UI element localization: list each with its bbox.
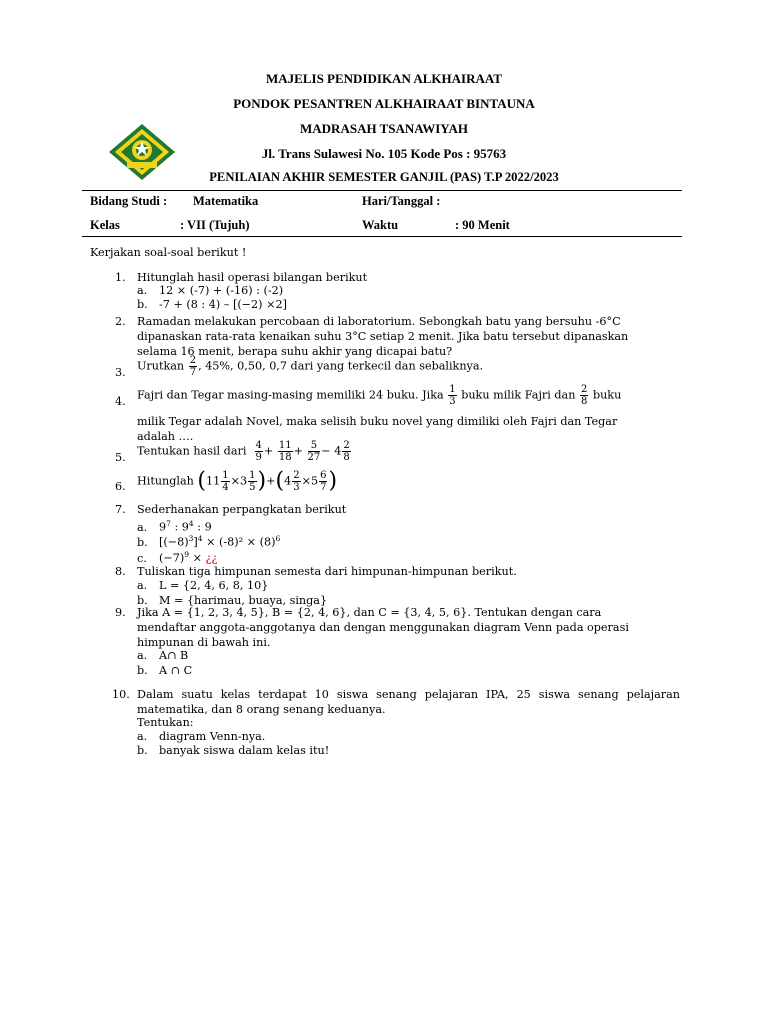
- q3-text: Urutkan $\frac{2}{7}$ , 45%, 0,50, 0,7 dari yang terkecil dan sebaliknya.: [137, 355, 484, 378]
- header-rule-bottom: [82, 236, 682, 237]
- q7-number: 7.: [115, 503, 126, 516]
- q10-line1: Dalam suatu kelas terdapat 10 siswa senang pelajaran IPA, 25 siswa senang pelajaran: [137, 688, 680, 701]
- q10-option-b: b. banyak siswa dalam kelas itu!: [137, 744, 330, 757]
- time-label: Waktu: [362, 218, 399, 232]
- class-value: : VII (Tujuh): [180, 218, 250, 232]
- q1-option-a: a. 12 × (-7) + (-16) : (-2): [137, 284, 284, 297]
- q10-number: 10.: [112, 688, 130, 701]
- q9-option-b: b. A ∩ C: [137, 664, 193, 677]
- q7-option-c: c. $(-7)^9$ × ¿¿: [137, 550, 218, 565]
- q1-number: 1.: [115, 271, 126, 284]
- q8-option-a: a. L = {2, 4, 6, 8, 10}: [137, 579, 269, 592]
- q2-line1: Ramadan melakukan percobaan di laboratorium. Sebongkah batu yang bersuhu -6°C: [137, 315, 621, 328]
- header-rule-top: [82, 190, 682, 191]
- q4-fraction-2: $\frac{2}{8}$: [581, 384, 588, 407]
- madrasah-name: MADRASAH TSANAWIYAH: [300, 121, 468, 136]
- q4-line1: Fajri dan Tegar masing-masing memiliki 24 buku. Jika $\frac{1}{3}$ buku milik Fajri dan $\frac{2}{8}$ buku: [137, 384, 622, 407]
- org-name: MAJELIS PENDIDIKAN ALKHAIRAAT: [266, 71, 502, 86]
- q4-fraction-1: $\frac{1}{3}$: [449, 384, 456, 407]
- q9-line1: Jika A = {1, 2, 3, 4, 5}, B = {2, 4, 6}, dan C = {3, 4, 5, 6}. Tentukan dengan cara: [137, 606, 602, 619]
- subject-value: Matematika: [193, 194, 259, 208]
- q8-number: 8.: [115, 565, 126, 578]
- q10-line3: Tentukan:: [137, 716, 194, 729]
- q4-line2: milik Tegar adalah Novel, maka selisih buku novel yang dimiliki oleh Fajri dan Tegar: [137, 415, 618, 428]
- q10-option-a: a. diagram Venn-nya.: [137, 730, 266, 743]
- q4-line3: adalah ….: [137, 430, 194, 443]
- q7-text: Sederhanakan perpangkatan berikut: [137, 503, 347, 516]
- q9-line3: himpunan di bawah ini.: [137, 636, 271, 649]
- school-name: PONDOK PESANTREN ALKHAIRAAT BINTAUNA: [233, 96, 535, 111]
- address: Jl. Trans Sulawesi No. 105 Kode Pos : 95763: [261, 146, 507, 161]
- date-label: Hari/Tanggal :: [362, 194, 441, 208]
- q8-option-b: b. M = {harimau, buaya, singa}: [137, 594, 328, 607]
- school-logo-icon: [107, 122, 177, 182]
- q1-text: Hitunglah hasil operasi bilangan berikut: [137, 271, 368, 284]
- q2-line2: dipanaskan rata-rata kenaikan suhu 3°C setiap 2 menit. Jika batu tersebut dipanaskan: [137, 330, 629, 343]
- q10-line2: matematika, dan 8 orang senang keduanya.: [137, 703, 386, 716]
- q2-number: 2.: [115, 315, 126, 328]
- q9-option-a: a. A∩ B: [137, 649, 189, 662]
- q8-text: Tuliskan tiga himpunan semesta dari himpunan-himpunan berikut.: [137, 565, 517, 578]
- q6-number: 6.: [115, 480, 126, 493]
- q2-line3: selama 16 menit, berapa suhu akhir yang dicapai batu?: [137, 345, 453, 358]
- q6-text: Hitunglah (11 $\frac{1}{4}$ ×3 $\frac{1}{5}$ )+(4 $\frac{2}{3}$ ×5 $\frac{6}{7}$ ): [137, 468, 338, 494]
- q3-number: 3.: [115, 366, 126, 379]
- subject-label: Bidang Studi :: [90, 194, 168, 208]
- exam-title: PENILAIAN AKHIR SEMESTER GANJIL (PAS) T.P 2022/2023: [209, 170, 559, 184]
- q5-number: 5.: [115, 451, 126, 464]
- q7-option-a: a. $9^7$ : $9^4$ : 9: [137, 519, 212, 534]
- q7-option-b: b. $[(-8)^3]^4 \times (-8)^2 \times (8)^6$: [137, 534, 281, 549]
- q5-text: Tentukan hasil dari $\frac{4}{9}$ + $\frac{11}{18}$ + $\frac{5}{27}$ − 4 $\frac{2}{8}$: [137, 440, 350, 463]
- q3-fraction: $\frac{2}{7}$: [189, 355, 197, 378]
- time-value: : 90 Menit: [455, 218, 510, 232]
- class-label: Kelas: [90, 218, 120, 232]
- q1-option-b: b. -7 + (8 : 4) – [(−2) ×2]: [137, 298, 287, 311]
- q4-number: 4.: [115, 395, 126, 408]
- q9-line2: mendaftar anggota-anggotanya dan dengan menggunakan diagram Venn pada operasi: [137, 621, 629, 634]
- q9-number: 9.: [115, 606, 126, 619]
- instruction: Kerjakan soal-soal berikut !: [90, 246, 247, 259]
